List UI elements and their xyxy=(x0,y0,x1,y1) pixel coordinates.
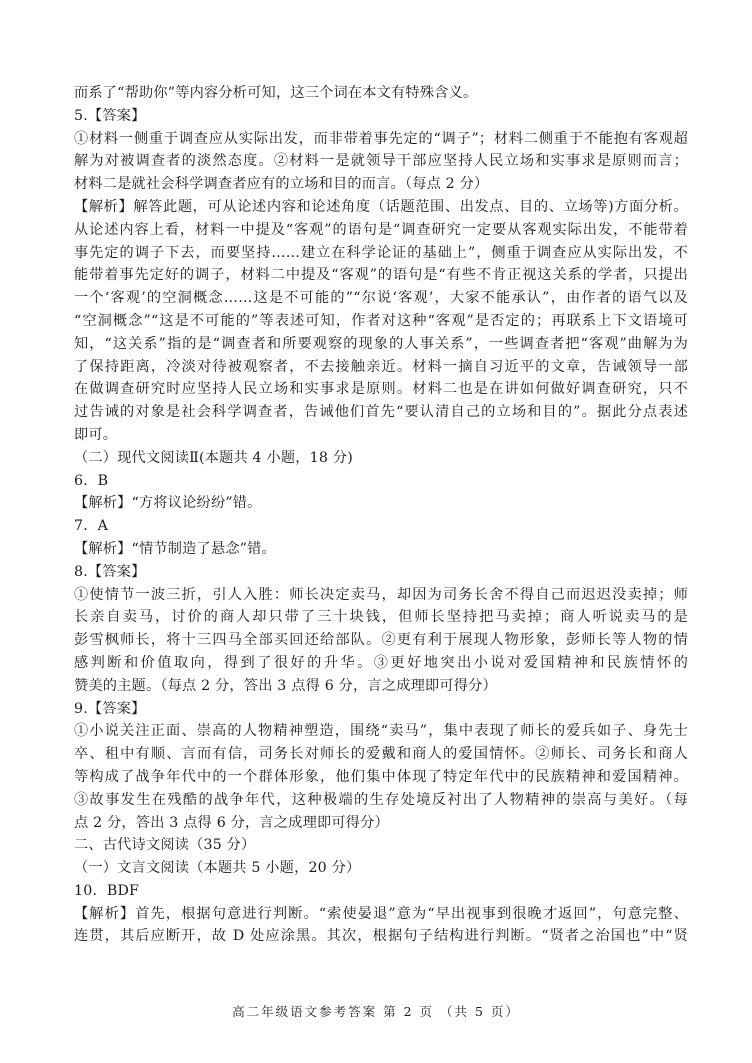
text-line: 赞美的主题。（每点 2 分，答出 3 点得 6 分，言之成理即可得分） xyxy=(74,677,497,694)
text-line: （一）文言文阅读（本题共 5 小题，20 分） xyxy=(74,860,361,877)
text-line: 即可。 xyxy=(74,426,118,443)
text-line: 7．A xyxy=(74,518,109,535)
text-line: 知，“这关系”指的是“调查者和所要观察的现象的人事关系”，一些调查者把“客观”曲解为为 xyxy=(74,335,688,352)
text-line: 彭雪枫师长，将十三四马全部买回还给部队。②更有利于展现人物形象，彭师长等人物的情 xyxy=(74,632,688,649)
text-line: 9.【答案】 xyxy=(74,700,146,717)
text-line: 5.【答案】 xyxy=(74,107,146,124)
answer-key-body xyxy=(74,82,688,948)
text-line: 过告诫的对象是社会科学调查者，告诫他们首先“要认清自己的立场和目的”。据此分点表述 xyxy=(74,404,688,421)
text-line: 长亲自卖马，讨价的商人却只带了三十块钱，但师长坚持把马卖掉；商人听说卖马的是 xyxy=(74,609,688,626)
text-line: 感判断和价值取向，得到了很好的升华。③更好地突出小说对爱国精神和民族情怀的 xyxy=(74,654,688,671)
text-line: 一个‘客观’的空洞概念……这是不可能的”“尔说‘客观’，大家不能承认”，由作者的语气以及 xyxy=(74,290,688,307)
text-line: 等构成了战争年代中的一个群体形象，他们集中体现了特定年代中的民族精神和爱国精神。 xyxy=(74,768,688,785)
text-line: 【解析】“方将议论纷纷”错。 xyxy=(74,495,262,512)
text-line: ①小说关注正面、崇高的人物精神塑造，围绕“卖马”，集中表现了师长的爱兵如子、身先士 xyxy=(74,723,688,740)
text-line: 材料二是就社会科学调查者应有的立场和目的而言。（每点 2 分） xyxy=(74,176,489,193)
text-line: 而系了“帮助你”等内容分析可知，这三个词在本文有特殊含义。 xyxy=(74,85,478,101)
text-line: 二、古代诗文阅读（35 分） xyxy=(74,837,256,854)
text-line: 【解析】解答此题，可从论述内容和论述角度（话题范围、出发点、目的、立场等)方面分析。 xyxy=(74,198,688,215)
text-line: 了保持距离，冷淡对待被观察者，不去接触亲近。材料一摘自习近平的文章，告诫领导一部 xyxy=(74,358,688,375)
text-line: 连贯，其后应断开，故 D 处应涂黑。其次，根据句子结构进行判断。“贤者之治国也”中“贤 xyxy=(74,928,688,945)
text-line: ③故事发生在残酷的战争年代，这种极端的生存处境反衬出了人物精神的崇高与美好。（每 xyxy=(74,791,688,808)
text-line: 点 2 分，答出 3 点得 6 分，言之成理即可得分） xyxy=(74,814,389,831)
page-footer: 高二年级语文参考答案 第 2 页 （共 5 页） xyxy=(232,1004,520,1019)
text-line: 从论述内容上看，材料一中提及“客观”的语句是“调查研究一定要从客观实际出发，不能带着 xyxy=(74,221,688,238)
text-line: ①使情节一波三折，引人入胜：师长决定卖马，却因为司务长舍不得自己而迟迟没卖掉；师 xyxy=(74,586,688,603)
text-line: 8.【答案】 xyxy=(74,563,146,580)
text-line: 6．B xyxy=(74,472,109,489)
text-line: 【解析】首先，根据句意进行判断。“索使晏退”意为“早出视事到很晚才返回”，句意完整、 xyxy=(74,905,688,922)
text-line: 卒、租中有顺、言而有信，司务长对师长的爱戴和商人的爱国情怀。②师长、司务长和商人 xyxy=(74,746,688,763)
text-line: （二）现代文阅读Ⅱ(本题共 4 小题，18 分) xyxy=(74,449,353,466)
text-line: 【解析】“情节制造了悬念”错。 xyxy=(74,540,276,557)
text-line: ①材料一侧重于调查应从实际出发，而非带着事先定的“调子”；材料二侧重于不能抱有客观超 xyxy=(74,130,688,147)
text-line: 在做调查研究时应坚持人民立场和实事求是原则。材料二也是在讲如何做好调查研究，只不 xyxy=(74,381,688,398)
text-line: 能带着事先定好的调子，材料二中提及“客观”的语句是“有些不肯正视这关系的学者，只提出 xyxy=(74,267,688,284)
text-line: 事先定的调子下去，而要坚持……建立在科学论证的基础上”，侧重于调查应从实际出发，不 xyxy=(74,244,688,261)
text-line: “空洞概念”“这是不可能的”等表述可知，作者对这种“客观”是否定的；再联系上下文语境可 xyxy=(74,312,688,329)
text-line: 解为对被调查者的淡然态度。②材料一是就领导干部应坚持人民立场和实事求是原则而言； xyxy=(74,153,688,170)
text-line: 10．BDF xyxy=(74,882,140,899)
